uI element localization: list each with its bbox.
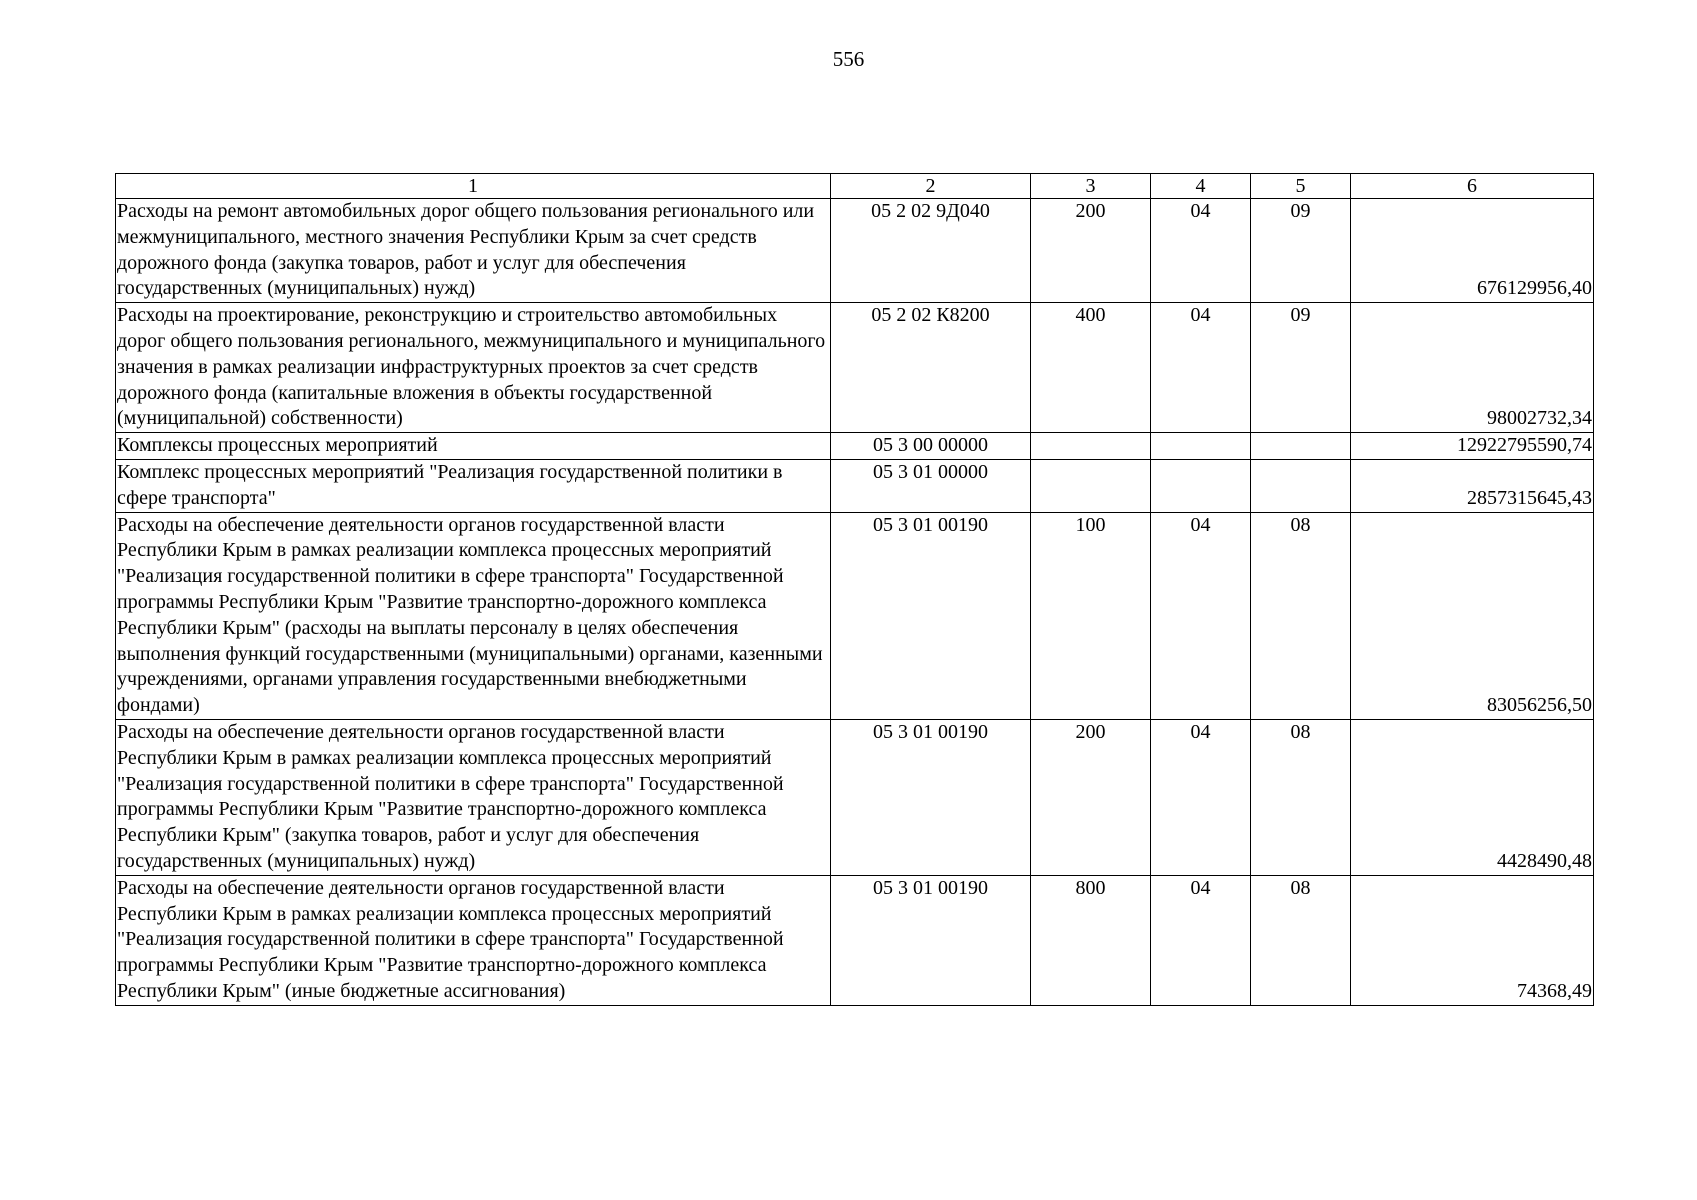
column-header: 1	[116, 174, 831, 199]
target-article-code: 05 3 01 00190	[831, 512, 1031, 719]
table-row	[116, 719, 1594, 875]
target-article-code: 05 3 01 00190	[831, 719, 1031, 875]
section-code: 04	[1151, 303, 1251, 433]
amount: 4428490,48	[1351, 719, 1594, 875]
subsection-code	[1251, 433, 1351, 460]
amount: 12922795590,74	[1351, 433, 1594, 460]
column-header: 2	[831, 174, 1031, 199]
amount: 98002732,34	[1351, 303, 1594, 433]
row-description: Расходы на обеспечение деятельности органов государственной власти Республики Крым в рамках реализации комплекса процессных мероприятий "Реализация государственной политики в сфере транспорта" Государственной программы Республики Крым "Развитие транспортно-дорожного комплекса Республики Крым" (расходы на выплаты персоналу в целях обеспечения выполнения функций государственными (муниципальными) органами, казенными учреждениями, органами управления государственными внебюджетными фондами)	[116, 512, 831, 719]
section-code: 04	[1151, 719, 1251, 875]
amount: 74368,49	[1351, 875, 1594, 1005]
expense-type-code: 200	[1031, 719, 1151, 875]
table-row	[116, 303, 1594, 433]
amount: 83056256,50	[1351, 512, 1594, 719]
section-code: 04	[1151, 875, 1251, 1005]
section-code	[1151, 433, 1251, 460]
row-description: Комплекс процессных мероприятий "Реализация государственной политики в сфере транспорта"	[116, 459, 831, 512]
target-article-code: 05 3 01 00190	[831, 875, 1031, 1005]
amount: 2857315645,43	[1351, 459, 1594, 512]
section-code: 04	[1151, 512, 1251, 719]
target-article-code: 05 2 02 К8200	[831, 303, 1031, 433]
row-description: Расходы на ремонт автомобильных дорог общего пользования регионального или межмуниципального, местного значения Республики Крым за счет средств дорожного фонда (закупка товаров, работ и услуг для обеспечения государственных (муниципальных) нужд)	[116, 199, 831, 303]
section-code	[1151, 459, 1251, 512]
expense-type-code: 800	[1031, 875, 1151, 1005]
subsection-code: 09	[1251, 303, 1351, 433]
row-description: Расходы на обеспечение деятельности органов государственной власти Республики Крым в рамках реализации комплекса процессных мероприятий "Реализация государственной политики в сфере транспорта" Государственной программы Республики Крым "Развитие транспортно-дорожного комплекса Республики Крым" (закупка товаров, работ и услуг для обеспечения государственных (муниципальных) нужд)	[116, 719, 831, 875]
column-header: 4	[1151, 174, 1251, 199]
target-article-code: 05 2 02 9Д040	[831, 199, 1031, 303]
amount: 676129956,40	[1351, 199, 1594, 303]
row-description: Комплексы процессных мероприятий	[116, 433, 831, 460]
table-row	[116, 512, 1594, 719]
table-row	[116, 433, 1594, 460]
column-header: 6	[1351, 174, 1594, 199]
subsection-code: 08	[1251, 875, 1351, 1005]
target-article-code: 05 3 01 00000	[831, 459, 1031, 512]
expense-type-code: 100	[1031, 512, 1151, 719]
row-description: Расходы на проектирование, реконструкцию и строительство автомобильных дорог общего пользования регионального, межмуниципального и муниципального значения в рамках реализации инфраструктурных проектов за счет средств дорожного фонда (капитальные вложения в объекты государственной (муниципальной) собственности)	[116, 303, 831, 433]
subsection-code: 09	[1251, 199, 1351, 303]
column-header: 5	[1251, 174, 1351, 199]
budget-table	[115, 173, 1594, 1006]
subsection-code	[1251, 459, 1351, 512]
page-number: 556	[832, 47, 865, 71]
section-code: 04	[1151, 199, 1251, 303]
table-header-row	[116, 174, 1594, 199]
column-header: 3	[1031, 174, 1151, 199]
target-article-code: 05 3 00 00000	[831, 433, 1031, 460]
subsection-code: 08	[1251, 512, 1351, 719]
expense-type-code: 200	[1031, 199, 1151, 303]
expense-type-code	[1031, 433, 1151, 460]
expense-type-code	[1031, 459, 1151, 512]
row-description: Расходы на обеспечение деятельности органов государственной власти Республики Крым в рамках реализации комплекса процессных мероприятий "Реализация государственной политики в сфере транспорта" Государственной программы Республики Крым "Развитие транспортно-дорожного комплекса Республики Крым" (иные бюджетные ассигнования)	[116, 875, 831, 1005]
subsection-code: 08	[1251, 719, 1351, 875]
table-row	[116, 459, 1594, 512]
table-row	[116, 199, 1594, 303]
expense-type-code: 400	[1031, 303, 1151, 433]
table-row	[116, 875, 1594, 1005]
